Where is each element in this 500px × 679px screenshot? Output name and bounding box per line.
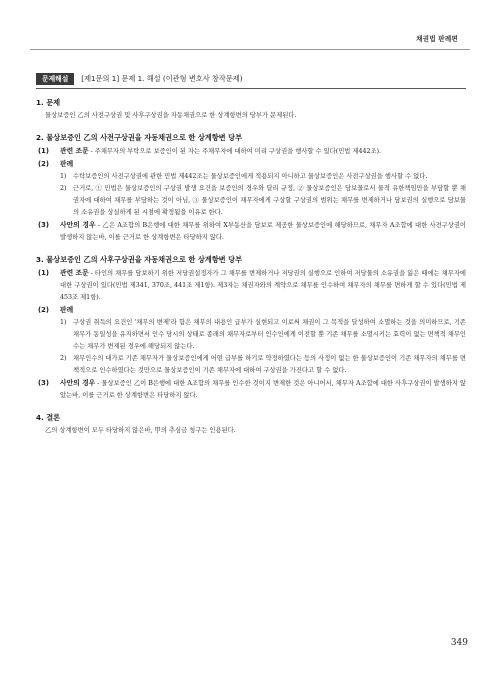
s2-subitem-1-number: 1) — [60, 173, 67, 180]
s3-subitem-1 — [60, 317, 466, 353]
document-body — [36, 96, 466, 437]
section-heading-2: 2. 물상보증인 乙의 사전구상권을 자동채권으로 한 상계항변 당부 — [36, 133, 243, 142]
running-header — [0, 31, 500, 44]
s3-item-1-number: (1) — [38, 269, 49, 277]
section-heading-4: 4. 결론 — [36, 413, 61, 422]
s2-item-2 — [38, 158, 466, 171]
s3-subitem-2-number: 2) — [60, 355, 67, 362]
problem-badge: 문제해설 — [36, 73, 74, 85]
s2-item-3-text: - 乙은 A조합의 B은행에 대한 채무를 위하여 X부동산을 담보로 제공한 물상보증인에 해당하므로, 채무자 A조합에 대한 사전구상권이 발생하지 않는바, 이를 근거로 한 상계항변은 타당하지 않다. — [60, 222, 466, 241]
section-heading-3: 3. 물상보증인 乙의 사후구상권을 자동채권으로 한 상계항변 당부 — [36, 255, 243, 264]
problem-title-row — [36, 73, 243, 85]
s2-item-2-number: (2) — [38, 160, 49, 168]
problem-title: [제1문의 1] 문제 1. 해설 (이관형 변호사 창작문제) — [81, 74, 243, 83]
s3-item-3-lead: 사안의 경우 — [60, 379, 96, 387]
s2-item-3-lead: 사안의 경우 — [60, 221, 96, 229]
s3-item-1-lead: 관련 조문 — [60, 269, 89, 277]
s2-item-1-text: - 주채무자의 부탁으로 보증인이 된 자는 주채무자에 대하여 미리 구상권을 행사할 수 있다(민법 제442조). — [88, 148, 382, 155]
section-text-4: 乙의 상계항변이 모두 타당하지 않은바, 甲의 추심금 청구는 인용된다. — [45, 427, 236, 434]
s3-subitem-2 — [60, 353, 466, 377]
s3-item-2-lead: 판례 — [60, 306, 74, 314]
s2-subitem-2-number: 2) — [60, 185, 67, 192]
section-text-1: 물상보증인 乙의 사전구상권 및 사후구상권을 자동채권으로 한 상계항변의 당부가 문제된다. — [45, 112, 297, 119]
s2-item-3-number: (3) — [38, 221, 49, 229]
running-header-title: 채권법 판례편 — [416, 34, 458, 43]
s2-subitem-2 — [60, 183, 466, 219]
s2-subitem-1 — [60, 171, 466, 183]
header-divider — [30, 49, 470, 50]
s2-item-3 — [38, 219, 466, 244]
s2-item-1-lead: 관련 조문 — [60, 147, 89, 155]
s3-subitem-1-number: 1) — [60, 319, 67, 326]
s3-item-2-number: (2) — [38, 306, 49, 314]
s3-subitem-1-text: 구상권 취득의 요건인 '채무의 변제'라 함은 채무의 내용인 급부가 실현되고 이로써 채권이 그 목적을 달성하여 소멸하는 것을 의미하므로, 기존 채무가 동일성을 유지하면서 인수 당시의 상태로 종래의 채무자로부터 인수인에게 이전할 뿐 기존 채무를 소멸시키는 효력이 없는 면책적 채무인수는 채무가 변제된 경우에 해당되지 않는다. — [73, 319, 466, 350]
title-divider — [36, 88, 466, 89]
s3-subitem-2-text: 채무인수의 대가로 기존 채무자가 물상보증인에게 어떤 급부를 하기로 약정하였다는 등의 사정이 없는 한 물상보증인이 기존 채무자의 채무를 면책적으로 인수하였다는 것만으로 물상보증인이 기존 채무자에 대하여 구상권을 가진다고 할 수 없다. — [73, 355, 466, 374]
s3-item-3-text: - 물상보증인 乙이 B은행에 대한 A조합의 채무를 인수한 것이지 변제한 것은 아니어서, 채무자 A조합에 대한 사후구상권이 발생하지 않았는바, 이를 근거로 한 상계항변은 타당하지 않다. — [60, 380, 466, 399]
s3-item-1 — [38, 267, 466, 304]
s3-item-1-text: - 타인의 채무를 담보하기 위한 저당권설정자가 그 채무를 변제하거나 저당권의 실행으로 인하여 저당물의 소유권을 잃은 때에는 채무자에 대한 구상권이 있다(민법 제341, 370조, 441조 제1항). 제3자는 채권자와의 계약으로 채무를 인수하여 채무자의 채무를 면하게 할 수 있다(민법 제453조 제1항). — [60, 270, 466, 301]
s2-subitem-1-text: 수탁보증인의 사전구상권에 관한 민법 제442조는 물상보증인에게 적용되지 아니하고 물상보증인은 사전구상권을 행사할 수 없다. — [73, 173, 428, 180]
s2-subitem-2-text: 근거로, ① 민법은 물상보증인의 구상권 발생 요건을 보증인의 경우와 달리 규정, ② 물상보증인은 담보물로서 물적 유한책임만을 부담할 뿐 채권자에 대하여 채무를 부담하는 것이 아님, ③ 물상보증인이 채무자에게 구상할 구상권의 범위는 채무를 변제하거나 담보권의 실행으로 담보물의 소유권을 상실하게 된 시점에 확정됨을 이유로 한다. — [73, 185, 466, 216]
s2-item-1 — [38, 145, 466, 158]
s2-item-1-number: (1) — [38, 147, 49, 155]
s2-item-2-lead: 판례 — [60, 160, 74, 168]
s3-item-2 — [38, 304, 466, 317]
s3-item-3-number: (3) — [38, 379, 49, 387]
s3-item-3 — [38, 377, 466, 402]
page-number: 349 — [450, 638, 468, 648]
section-heading-1: 1. 문제 — [36, 98, 61, 107]
